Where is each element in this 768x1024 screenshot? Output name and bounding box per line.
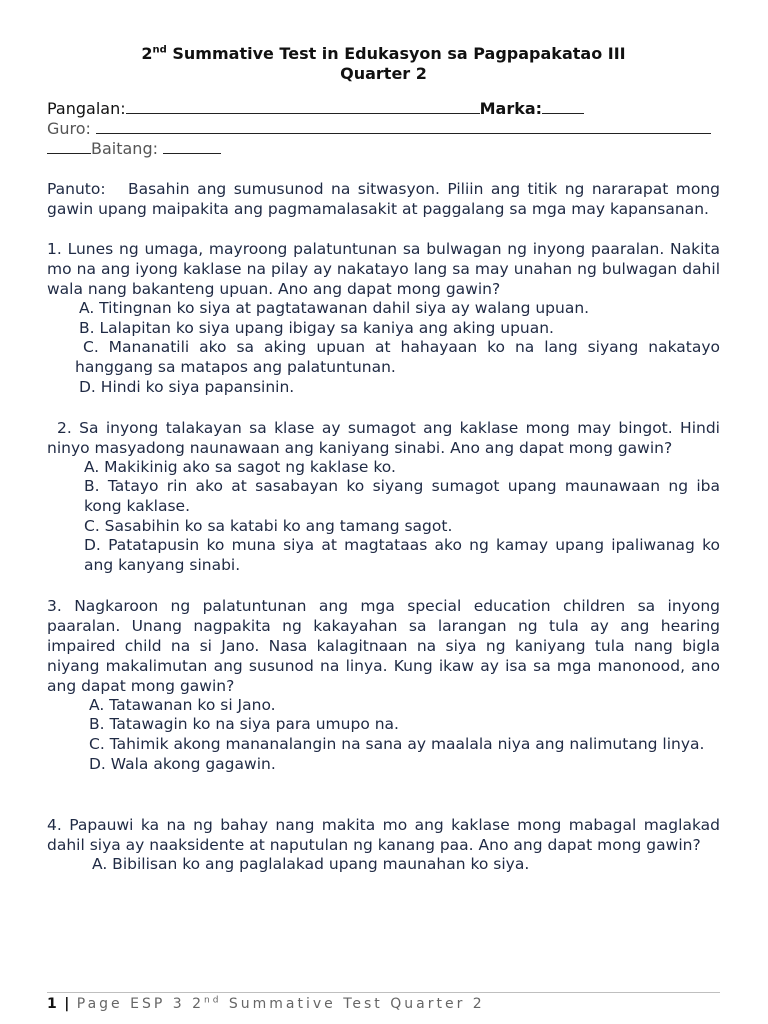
grade-blank [163,139,221,154]
question-text: 4. Papauwi ka na ng bahay nang makita mo ang kaklase mong mabagal maglakad dahil siya ay naaksidente at naputulan ng kanang paa. Ano ang dapat mong gawin? [47,815,720,854]
document-title: 2nd Summative Test in Edukasyon sa Pagpapakatao III [141,44,626,63]
option-d: D. Wala akong gagawin. [89,754,276,773]
option-a: A. Bibilisan ko ang paglalakad upang maunahan ko siya. [92,854,530,873]
question-2 [47,418,720,576]
question-number: 4. [47,815,62,834]
instructions-label: Panuto: [47,180,106,198]
teacher-label: Guro: [47,119,91,138]
option-a: A. Makikinig ako sa sagot ng kaklase ko. [84,457,396,476]
footer-separator: | [64,996,70,1012]
document-quarter: Quarter 2 [340,64,427,83]
score-label: Marka: [479,99,543,118]
question-number: 3. [47,596,62,615]
footer-text: Page ESP 3 2nd Summative Test Quarter 2 [69,995,485,1012]
question-text: 2. Sa inyong talakayan sa klase ay sumagot ang kaklase mong may bingot. Hindi ninyo masyadong naunawaan ang kaniyang sinabi. Ano ang dapat mong gawin? [47,418,720,457]
document-page [47,0,720,874]
option-c: C. Mananatili ako sa aking upuan at hahayaan ko na lang siyang nakatayo hanggang sa matapos ang palatuntunan. [75,338,720,377]
question-text: 3. Nagkaroon ng palatuntunan ang mga special education children sa inyong paaralan. Unang nagpakita ng kakayahan sa larangan ng tula ay ang hearing impaired child na si Jano. Nasa kalagitnaan na siya ng kaniyang tula nang bigla niyang makalimutan ang susunod na linya. Kung ikaw ay isa sa mga manonood, ano ang dapat mong gawin? [47,596,720,695]
question-number: 2. [57,418,72,437]
page-footer [47,992,720,1012]
question-text: 1. Lunes ng umaga, mayroong palatuntunan sa bulwagan ng inyong paaralan. Nakita mo na ang iyong kaklase na pilay ay nakatayo lang sa may unahan ng bulwagan dahil wala nang bakanteng upuan. Ano ang dapat mong gawin? [47,240,720,298]
name-score-line [47,99,720,119]
name-label: Pangalan: [47,99,126,118]
option-b: B. Tatawagin ko na siya para umupo na. [89,715,399,734]
page-number: 1 [47,996,57,1012]
instructions-text: Basahin ang sumusunod na sitwasyon. Piliin ang titik ng nararapat mong gawin upang maipakita ang pagmamalasakit at paggalang sa mga may kapansanan. [47,180,720,218]
option-c: C. Tahimik akong mananalangin na sana ay maalala niya ang nalimutang linya. [89,735,705,754]
option-b: B. Lalapitan ko siya upang ibigay sa kaniya ang aking upuan. [79,318,554,337]
option-b: B. Tatayo rin ako at sasabayan ko siyang sumagot upang maunawaan ng iba kong kaklase. [84,477,720,515]
option-a: A. Titingnan ko siya at pagtatawanan dahil siya ay walang upuan. [79,299,590,317]
grade-blank-leading [47,139,91,154]
option-a: A. Tatawanan ko si Jano. [89,695,276,714]
instructions [47,179,720,219]
option-d: D. Hindi ko siya papansinin. [79,377,295,396]
name-blank [126,99,480,114]
question-3 [47,596,720,775]
question-1 [47,239,720,398]
question-number: 1. [47,240,62,258]
option-c: C. Sasabihin ko sa katabi ko ang tamang sagot. [84,516,453,535]
grade-label: Baitang: [91,139,158,158]
score-blank [542,99,584,114]
grade-line [47,139,720,159]
question-4 [47,815,720,875]
option-d: D. Patatapusin ko muna siya at magtataas ako ng kamay upang ipaliwanag ko ang kanyang sinabi. [84,536,720,575]
teacher-line [47,119,720,139]
teacher-blank [96,119,711,134]
